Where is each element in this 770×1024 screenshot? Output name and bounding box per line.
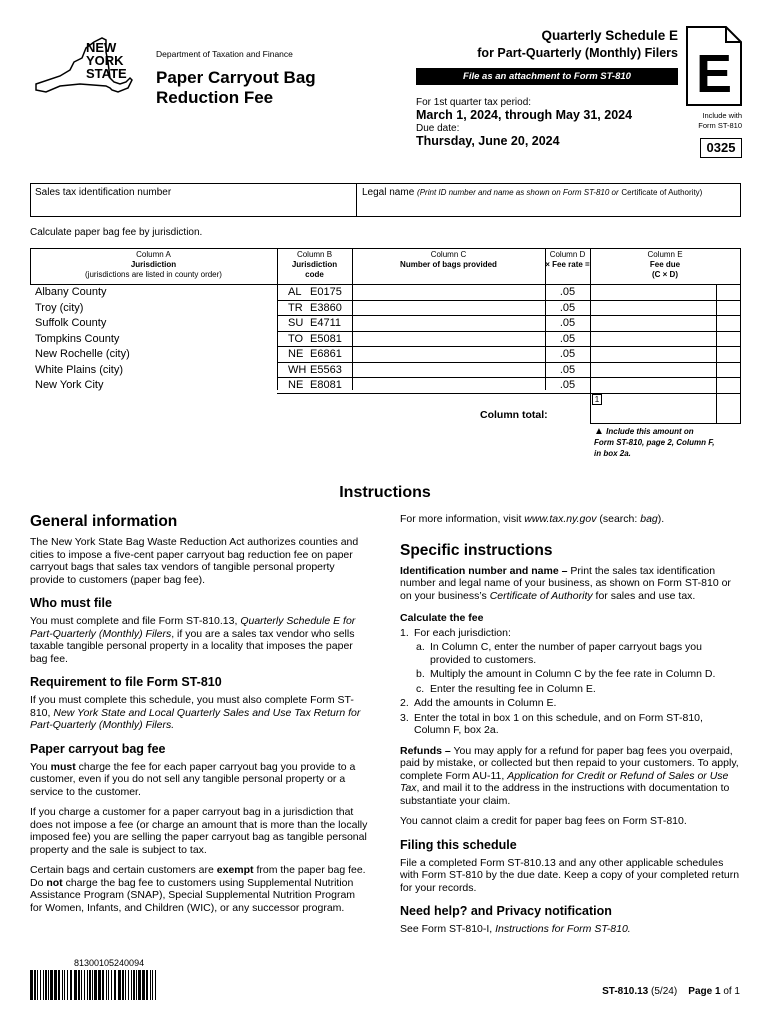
include-note-line3: in box 2a. (594, 449, 631, 458)
barcode-bar (70, 970, 72, 1000)
footer-page-number: 1 (714, 986, 721, 997)
filing-heading: Filing this schedule (400, 837, 517, 852)
general-info-heading: General information (30, 513, 178, 530)
barcode-bar (37, 970, 38, 1000)
form-code: 0325 (700, 138, 742, 158)
step-item: a. In Column C, enter the number of paper carryout bags you provided to customers. (416, 641, 702, 666)
legal-name-note2: Certificate of Authority) (621, 188, 703, 197)
jurisdiction-name: Albany County (35, 286, 107, 298)
barcode-bar (74, 970, 77, 1000)
bag-fee-text-1: You must charge the fee for each paper carryout bag you provide to a customer, even if you do not sell any tangible personal property or a service to the customer. (30, 760, 356, 798)
barcode-bar (98, 970, 101, 1000)
barcode-bar (92, 970, 93, 1000)
logo-text-state: STATE (86, 66, 127, 81)
help-heading: Need help? and Privacy notification (400, 904, 612, 918)
schedule-letter: E (695, 44, 733, 104)
instructions-title: Instructions (339, 484, 431, 501)
barcode-bar (78, 970, 80, 1000)
barcode-bar (152, 970, 153, 1000)
column-a-header (30, 248, 277, 284)
table-row: New York City NE E8081 .05 (30, 378, 741, 394)
column-b-subtitle2: code (305, 270, 324, 279)
website-link[interactable]: www.tax.ny.gov (524, 513, 597, 525)
department-name: Department of Taxation and Finance (156, 49, 293, 59)
footer-page-label: Page (688, 986, 713, 997)
column-e-subtitle: Fee due (649, 260, 681, 269)
barcode-bar (48, 970, 49, 1000)
form-title (156, 68, 396, 108)
footer-revision: (5/24) (651, 986, 678, 997)
jurisdiction-name: Tompkins County (35, 332, 120, 345)
schedule-title: Quarterly Schedule E (541, 28, 678, 43)
barcode-bar (133, 970, 135, 1000)
barcode-bar (108, 970, 109, 1000)
table-row: Troy (city) TR E3860 .05 (30, 301, 741, 317)
barcode-bar (50, 970, 53, 1000)
include-note-line2: Form ST-810, page 2, Column F, (594, 438, 715, 447)
include-note-line1: Include this amount on (606, 427, 694, 436)
attachment-note: File as an attachment to Form ST-810 (416, 68, 678, 85)
column-b-subtitle: Jurisdiction (291, 260, 338, 269)
fee-rate: .05 (559, 301, 576, 314)
who-must-file-text: You must complete and file Form ST-810.13, Quarterly Schedule E for Part-Quarterly (Monthly) Filers, if you are a sales tax vendor who sells taxable tangible personal property in a locality that imposes the paper bag fee. (30, 615, 356, 665)
column-c-title: Column C (430, 250, 467, 259)
due-date: Thursday, June 20, 2024 (416, 134, 560, 148)
bag-fee-heading: Paper carryout bag fee (30, 741, 166, 756)
barcode-bar (84, 970, 85, 1000)
footer-form-number: ST-810.13 (602, 986, 649, 997)
filing-text: File a completed Form ST-810.13 and any other applicable schedules with Form ST-810 by the due date. Keep a copy of your completed return for your records. (400, 856, 740, 894)
triangle-up-icon: ▲ (594, 426, 604, 437)
who-must-file-heading: Who must file (30, 596, 112, 610)
barcode-bar (136, 970, 137, 1000)
barcode-bar (128, 970, 129, 1000)
jurisdiction-name: Troy (city) (35, 301, 84, 314)
more-info-text: For more information, visit www.tax.ny.gov (search: bag). (400, 513, 665, 525)
barcode-bar (62, 970, 63, 1000)
identification-box (30, 183, 741, 217)
barcode-bar (89, 970, 91, 1000)
table-row: White Plains (city) WH E5563 .05 (30, 363, 741, 379)
barcode-bar (138, 970, 141, 1000)
barcode-bar (81, 970, 82, 1000)
legal-name-label: Legal name (362, 187, 415, 198)
bag-fee-text-2: If you charge a customer for a paper carryout bag in a jurisdiction that does not impose a fee (or charge an amount that is more than the locally imposed fee) you are selling the paper carryout bag as tangible personal property and the sale is subject to tax. (30, 806, 368, 856)
schedule-e-badge (686, 26, 742, 106)
include-with-line2: Form ST-810 (698, 121, 742, 130)
barcode-bar (146, 970, 148, 1000)
step-item: 2. Add the amounts in Column E. (400, 697, 557, 709)
column-c-header (352, 248, 545, 284)
column-b-title: Column B (296, 250, 333, 259)
barcode-bar (118, 970, 121, 1000)
calculate-intro: Calculate paper bag fee by jurisdiction. (30, 227, 203, 238)
barcode-number: 81300105240094 (74, 958, 145, 968)
requirement-heading: Requirement to file Form ST-810 (30, 675, 222, 689)
jurisdiction-name: White Plains (city) (35, 363, 124, 376)
jurisdiction-name: Suffolk County (35, 317, 107, 329)
barcode-bar (131, 970, 132, 1000)
table-row: Tompkins County TO E5081 .05 (30, 332, 741, 348)
column-d-subtitle: × Fee rate = (545, 260, 590, 269)
barcode-bar (150, 970, 151, 1000)
period-label: For 1st quarter tax period: (416, 97, 532, 108)
specific-instructions-heading: Specific instructions (400, 541, 553, 559)
form-title-line1: Paper Carryout Bag (156, 68, 316, 87)
barcode-bar (122, 970, 124, 1000)
step-item: c. Enter the resulting fee in Column E. (416, 682, 596, 695)
legal-name-field[interactable] (362, 187, 702, 198)
barcode-bar (40, 970, 41, 1000)
divider (356, 184, 357, 217)
include-with-line1: Include with (702, 111, 742, 120)
column-b-header (277, 248, 352, 284)
table-row: Suffolk County SU E4711 .05 (30, 316, 741, 332)
barcode (30, 970, 158, 1000)
credit-text: You cannot claim a credit for paper bag fees on Form ST-810. (400, 815, 687, 827)
barcode-bar (54, 970, 57, 1000)
help-text: See Form ST-810-I, Instructions for Form ST-810. (400, 923, 631, 935)
barcode-bar (58, 970, 60, 1000)
instructions-left-column (30, 513, 370, 922)
jurisdiction-name: New York City (35, 379, 104, 391)
column-a-subtitle: Jurisdiction (130, 260, 177, 269)
barcode-bar (34, 970, 36, 1000)
barcode-bar (87, 970, 88, 1000)
include-with-note (682, 111, 742, 131)
column-a-title: Column A (136, 250, 171, 259)
barcode-bar (94, 970, 97, 1000)
barcode-bar (114, 970, 116, 1000)
step-item: b. Multiply the amount in Column C by the fee rate in Column D. (416, 668, 716, 680)
refunds-text: Refunds – You may apply for a refund for paper bag fees you overpaid, paid by mistake, or collected but then repaid to your customers. To apply, complete Form AU-11, Application for Credit or Refund of Sales or Use Tax, and mail it to the address in the instructions with documentation to substantiate your claim. (400, 744, 739, 807)
legal-name-note: (Print ID number and name as shown on Form ST-810 or (417, 188, 619, 197)
column-e-subtitle2: (C × D) (652, 270, 678, 279)
form-title-line2: Reduction Fee (156, 88, 274, 107)
column-e-title: Column E (647, 250, 683, 259)
barcode-bar (30, 970, 33, 1000)
fee-rate: .05 (559, 379, 576, 391)
column-total-label: Column total: (480, 409, 548, 421)
sales-tax-id-field[interactable]: Sales tax identification number (35, 187, 172, 198)
barcode-bar (142, 970, 145, 1000)
logo-text-york: YORK (86, 53, 124, 68)
footer-page-of: of 1 (723, 986, 740, 997)
schedule-subtitle: for Part-Quarterly (Monthly) Filers (477, 46, 678, 60)
barcode-bar (106, 970, 107, 1000)
nys-logo (30, 32, 134, 96)
include-amount-note (594, 426, 734, 459)
page-footer (602, 986, 740, 997)
barcode-bar (43, 970, 44, 1000)
step-item: 3. Enter the total in box 1 on this schedule, and on Form ST-810, Column F, box 2a. (400, 711, 703, 736)
column-a-note: (jurisdictions are listed in county order) (85, 270, 222, 279)
column-d-header (545, 248, 590, 284)
due-date-label: Due date: (416, 123, 460, 134)
jurisdiction-name: New Rochelle (city) (35, 348, 130, 360)
barcode-bar (155, 970, 156, 1000)
barcode-bar (125, 970, 126, 1000)
box-1-number: 1 (592, 394, 602, 405)
logo-text-new: NEW (86, 40, 117, 55)
barcode-bar (102, 970, 104, 1000)
fee-rate: .05 (559, 348, 576, 360)
tax-period: March 1, 2024, through May 31, 2024 (416, 108, 633, 122)
barcode-bar (111, 970, 112, 1000)
calculate-fee-heading: Calculate the fee (400, 612, 484, 624)
general-info-text: The New York State Bag Waste Reduction Act authorizes counties and cities to impose a five-cent paper carryout bag reduction fee on paper carryout bags that sales tax vendors of tangible personal property provide to customers (paper bag fee). (30, 536, 359, 586)
table-row: New Rochelle (city) NE E6861 .05 (30, 347, 741, 363)
calculation-steps (400, 627, 740, 737)
barcode-bar (45, 970, 47, 1000)
identification-text: Identification number and name – Print the sales tax identification number and legal name of your business, as shown on Form ST-810 or on your business’s Certificate of Authority for sales and use tax. (400, 564, 731, 602)
column-e-header (590, 248, 740, 284)
barcode-bar (64, 970, 65, 1000)
fee-rate: .05 (559, 332, 576, 345)
barcode-bar (67, 970, 68, 1000)
step-item: 1. For each jurisdiction: (400, 626, 511, 639)
table-row: Albany County AL E0175 .05 (30, 285, 741, 301)
bag-fee-text-3: Certain bags and certain customers are exempt from the paper bag fee. Do not charge the bag fee to customers using Supplemental Nutrition Assistance Program (SNAP), Special Supplemental Nutrition Program for Women, Infants, and Children (WIC), or any successor program. (30, 864, 366, 914)
fee-rate: .05 (559, 286, 576, 298)
column-c-subtitle: Number of bags provided (400, 260, 497, 269)
instructions-right-column (400, 513, 740, 944)
column-d-title: Column D (549, 250, 586, 259)
fee-rate: .05 (559, 363, 576, 376)
fee-rate: .05 (559, 317, 576, 329)
requirement-text: If you must complete this schedule, you must also complete Form ST-810, New York State and Local Quarterly Sales and Use Tax Return for Part-Quarterly (Monthly) Filers. (30, 694, 361, 731)
